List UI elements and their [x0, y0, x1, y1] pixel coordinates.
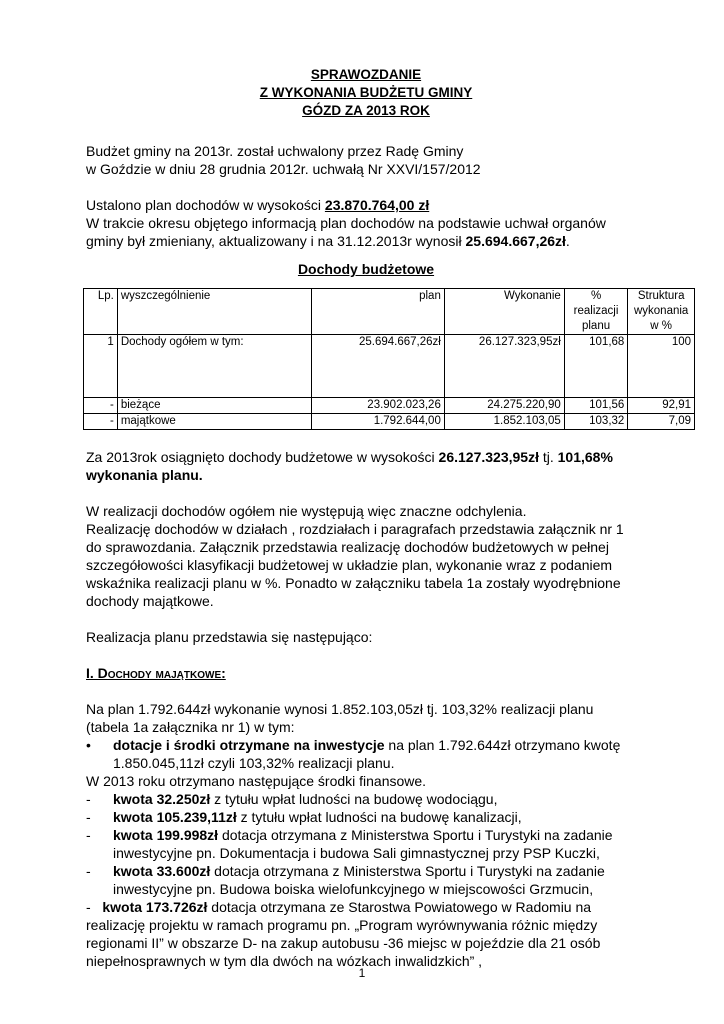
text-line: Budżet gminy na 2013r. został uchwalony przez Radę Gminy [86, 143, 464, 159]
text-line: regionami II” w obszarze D- na zakup autobusu -36 miejsc w pojeździe dla 21 osób [86, 935, 601, 951]
dash-icon: - [86, 827, 91, 843]
text-line: na plan 1.792.644zł otrzymano kwotę [384, 737, 621, 753]
col-pct-line: planu [581, 320, 611, 332]
item-text: dotacja otrzymana ze Starostwa Powiatowego w Radomiu na [207, 899, 592, 915]
col-desc: wyszczególnienie [117, 289, 311, 335]
section-title-income: Dochody budżetowe [297, 261, 435, 277]
text-line: w Goździe w dniu 28 grudnia 2012r. uchwałą Nr XXVI/157/2012 [86, 161, 481, 177]
bullet-icon: • [86, 737, 91, 753]
cell-desc: Dochody ogółem w tym: [117, 335, 311, 398]
title-line-1: SPRAWOZDANIE [310, 67, 422, 82]
text-line: wykonania planu. [86, 467, 203, 483]
list-item [86, 790, 646, 808]
text-line: 1.850.045,11zł czyli 103,32% realizacji planu. [113, 755, 395, 771]
item-amount: kwota 199.998zł [113, 827, 219, 843]
cell-plan: 23.902.023,26 [311, 398, 444, 414]
dash-icon: - [86, 809, 91, 825]
last-fund-item [86, 898, 646, 970]
updated-plan-amount: 25.694.667,26zł [465, 233, 566, 249]
summary-amount: 26.127.323,95zł [438, 449, 539, 465]
col-pct-line: realizacji [573, 305, 619, 317]
cell-lp: - [84, 398, 118, 414]
summary-pct: 101,68% [557, 449, 613, 465]
item-text: z tytułu wpłat ludności na budowę kanalizacji, [236, 809, 522, 825]
table-row [84, 398, 695, 414]
table-header-row [84, 289, 695, 335]
table-row [84, 335, 695, 398]
section-title-capital-income: I. Dochody majątkowe: [86, 665, 226, 681]
text-line: Za 2013rok osiągnięto dochody budżetowe w wysokości [86, 449, 439, 465]
income-table [83, 288, 695, 430]
cell-plan: 1.792.644,00 [311, 414, 444, 430]
page-number: 1 [358, 966, 366, 980]
item-amount: kwota 33.600zł [113, 863, 211, 879]
cell-wyk: 24.275.220,90 [444, 398, 564, 414]
cell-desc: bieżące [117, 398, 311, 414]
title-line-2: Z WYKONANIA BUDŻETU GMINY [259, 85, 473, 100]
realization-paragraph [86, 502, 646, 610]
text-line: wskaźnika realizacji planu w %. Ponadto w załączniku tabela 1a zostały wyodrębnione [86, 575, 621, 591]
cell-pct: 101,56 [564, 398, 628, 414]
plan-paragraph [86, 196, 646, 250]
text-line: niepełnosprawnych w tym dla dwóch na wózkach inwalidzkich” , [86, 953, 483, 969]
cell-str: 92,91 [628, 398, 695, 414]
cell-lp: - [84, 414, 118, 430]
item-text: dotacja otrzymana z Ministerstwa Sportu i Turystyki na zadanie [218, 827, 613, 843]
text-line: (tabela 1a załącznika nr 1) w tym: [86, 719, 295, 735]
col-str-line: wykonania [633, 305, 689, 317]
text-line: gminy był zmieniany, aktualizowany i na 31.12.2013r wynosił [86, 233, 466, 249]
cell-plan: 25.694.667,26zł [311, 335, 444, 398]
cell-str: 7,09 [628, 414, 695, 430]
text-line: tj. [538, 449, 558, 465]
list-item [86, 736, 646, 772]
realization-intro: Realizacja planu przedstawia się następująco: [86, 629, 373, 645]
col-str-line: Struktura [637, 290, 685, 302]
budget-adoption-paragraph [86, 142, 646, 178]
funds-list [86, 790, 646, 898]
col-wyk: Wykonanie [444, 289, 564, 335]
bullet-list [86, 736, 646, 772]
item-amount: kwota 173.726zł [102, 899, 208, 915]
document-page [86, 66, 691, 970]
item-text: inwestycyjne pn. Budowa boiska wielofunkcyjnego w miejscowości Grzmucin, [113, 881, 594, 897]
cell-wyk: 1.852.103,05 [444, 414, 564, 430]
col-plan: plan [311, 289, 444, 335]
dash-icon: - [86, 899, 91, 915]
text-line: . [565, 233, 570, 249]
text-line: do sprawozdania. Załącznik przedstawia realizację dochodów budżetowych w pełnej [86, 539, 609, 555]
text-line: Na plan 1.792.644zł wykonanie wynosi 1.852.103,05zł tj. 103,32% realizacji planu [86, 701, 594, 717]
report-title [86, 66, 646, 120]
funds-note: W 2013 roku otrzymano następujące środki finansowe. [86, 773, 427, 789]
title-line-3: GÓZD ZA 2013 ROK [302, 103, 430, 118]
item-amount: kwota 105.239,11zł [113, 809, 237, 825]
col-lp: Lp. [84, 289, 118, 335]
col-pct [564, 289, 628, 335]
list-item [86, 862, 646, 898]
text-line: Realizację dochodów w działach , rozdziałach i paragrafach przedstawia załącznik nr 1 [86, 521, 624, 537]
col-str-line: w % [650, 320, 673, 332]
cell-pct: 101,68 [564, 335, 628, 398]
text-line: realizację projektu w ramach programu pn. „Program wyrównywania różnic między [86, 917, 598, 933]
cell-desc: majątkowe [117, 414, 311, 430]
cell-wyk: 26.127.323,95zł [444, 335, 564, 398]
col-str [628, 289, 695, 335]
text-line: dochody majątkowe. [86, 593, 214, 609]
item-text: z tytułu wpłat ludności na budowę wodociągu, [210, 791, 498, 807]
text-line: Ustalono plan dochodów w wysokości [86, 197, 325, 213]
cell-str: 100 [628, 335, 695, 398]
text-line: W trakcie okresu objętego informacją plan dochodów na podstawie uchwał organów [86, 215, 606, 231]
table-row [84, 414, 695, 430]
capital-income-intro [86, 700, 646, 736]
plan-amount: 23.870.764,00 zł [324, 197, 430, 213]
dash-icon: - [86, 791, 91, 807]
item-text: inwestycyjne pn. Dokumentacja i budowa Sali gimnastycznej przy PSP Kuczki, [113, 845, 600, 861]
cell-lp: 1 [84, 335, 118, 398]
item-text: dotacja otrzymana z Ministerstwa Sportu i Turystyki na zadanie [210, 863, 605, 879]
dash-icon: - [86, 863, 91, 879]
text-line: szczegółowości klasyfikacji budżetowej w układzie plan, wykonanie wraz z podaniem [86, 557, 613, 573]
col-pct-line: % [590, 290, 602, 302]
text-line: W realizacji dochodów ogółem nie występują więc znaczne odchylenia. [86, 503, 527, 519]
item-amount: kwota 32.250zł [113, 791, 211, 807]
list-item [86, 826, 646, 862]
text-line: dotacje i środki otrzymane na inwestycje [113, 737, 385, 753]
summary-paragraph [86, 448, 646, 484]
list-item [86, 808, 646, 826]
cell-pct: 103,32 [564, 414, 628, 430]
